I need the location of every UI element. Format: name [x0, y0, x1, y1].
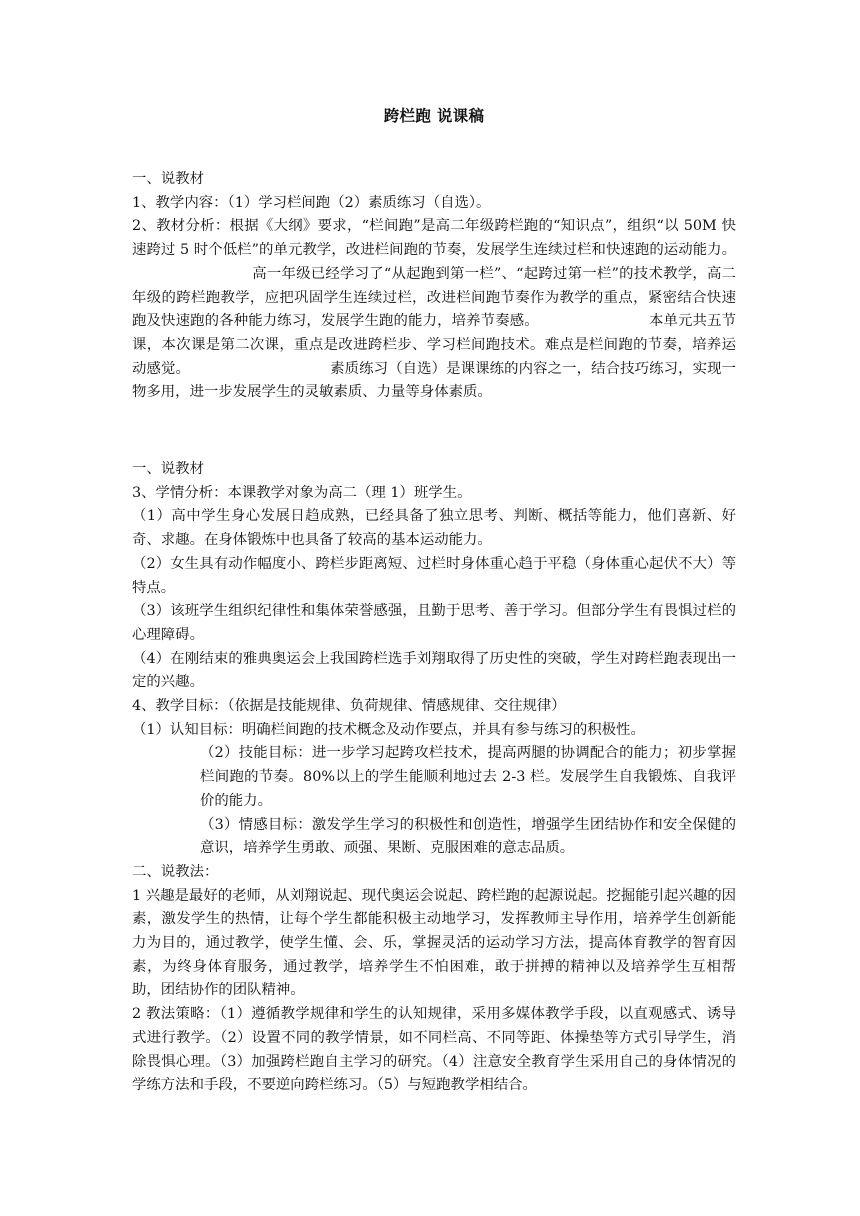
materials-analysis-paragraph — [132, 215, 736, 405]
method-item-strategy: 2 教法策略：（1）遵循教学规律和学生的认知规律，采用多媒体教学手段，以直观感式、诱导式进行教学。（2）设置不同的教学情景，如不同栏高、不同等距、体操垫等方式引导学生，消除畏惧心理。（3）加强跨栏跑自主学习的研究。（4）注意安全教育学生采用自己的身体情况的学练方法和手段，不要逆向跨栏练习。（5）与短跑教学相结合。 — [132, 1006, 736, 1094]
goal-item-emotion: （3）情感目标：激发学生学习的积极性和创造性，增强学生团结协作和安全保健的意识，培养学生勇敢、顽强、果断、克服困难的意志品质。 — [200, 816, 736, 857]
teaching-content-paragraph: 1、教学内容：（1）学习栏间跑（2）素质练习（自选）。 — [132, 194, 491, 211]
student-analysis-label: 3、学情分析：本课教学对象为高二（理 1）班学生。 — [132, 484, 472, 501]
section-teaching-materials — [132, 168, 736, 405]
goal-item-skill: （2）技能目标：进一步学习起跨攻栏技术，提高两腿的协调配合的能力；初步掌握栏间跑的节奏。80%以上的学生能顺利地过去 2-3 栏。发展学生自我锻炼、自我评价的能力。 — [200, 745, 736, 809]
student-analysis-item: （3）该班学生组织纪律性和集体荣誉感强，且勤于思考、善于学习。但部分学生有畏惧过栏的心理障碍。 — [132, 603, 736, 643]
analysis-text-4: 素质练习（自选）是课课练的内容之一，结合技巧练习，实现一物多用，进一步发展学生的灵敏素质、力量等身体素质。 — [132, 360, 736, 401]
analysis-text-2: 高一年级已经学习了“从起跑到第一栏”、“起跨过第一栏”的技术教学，高二年级的跨栏跑教学，应把巩固学生连续过栏，改进栏间跑节奏作为教学的重点，紧密结合快速跑及快速跑的各种能力练习，发展学生跑的能力，培养节奏感。 — [132, 265, 736, 330]
document-title: 跨栏跑 说课稿 — [383, 106, 485, 125]
section-teaching-materials-2 — [132, 458, 736, 1098]
teaching-goals-label: 4、教学目标：（依据是技能规律、负荷规律、情感规律、交往规律） — [132, 698, 566, 715]
student-analysis-item: （1）高中学生身心发展日趋成熟，已经具备了独立思考、判断、概括等能力，他们喜新、好奇、求趣。在身体锻炼中也具备了较高的基本运动能力。 — [132, 508, 736, 549]
section-heading: 一、说教材 — [132, 461, 204, 477]
goal-item-cognitive: （1）认知目标：明确栏间跑的技术概念及动作要点，并具有参与练习的积极性。 — [132, 721, 645, 738]
section-heading: 一、说教材 — [132, 171, 204, 187]
method-item-interest: 1 兴趣是最好的老师，从刘翔说起、现代奥运会说起、跨栏跑的起源说起。挖掘能引起兴趣的因素，激发学生的热情，让每个学生都能积极主动地学习，发挥教师主导作用，培养学生创新能力为目的，通过教学，使学生懂、会、乐，掌握灵活的运动学习方法，提高体育教学的智育因素，为终身体育服务，通过教学，培养学生不怕困难，敢于拼搏的精神以及培养学生互相帮助，团结协作的团队精神。 — [132, 887, 736, 999]
methods-heading: 二、说教法： — [132, 863, 219, 880]
analysis-text-1: 2、教材分析：根据《大纲》要求，“栏间跑”是高二年级跨栏跑的“知识点”，组织“以 50M 快速跨过 5 时个低栏”的单元教学，改进栏间跑的节奏，发展学生连续过栏和快速跑的运动能力。 — [132, 218, 736, 259]
student-analysis-item: （4）在刚结束的雅典奥运会上我国跨栏选手刘翔取得了历史性的突破，学生对跨栏跑表现出一定的兴趣。 — [132, 650, 736, 691]
analysis-text-3: 本单元共五节课，本次课是第二次课，重点是改进跨栏步、学习栏间跑技术。难点是栏间跑的节奏，培养运动感觉。 — [132, 313, 736, 377]
student-analysis-item: （2）女生具有动作幅度小、跨栏步距离短、过栏时身体重心趋于平稳（身体重心起伏不大）等特点。 — [132, 555, 736, 596]
